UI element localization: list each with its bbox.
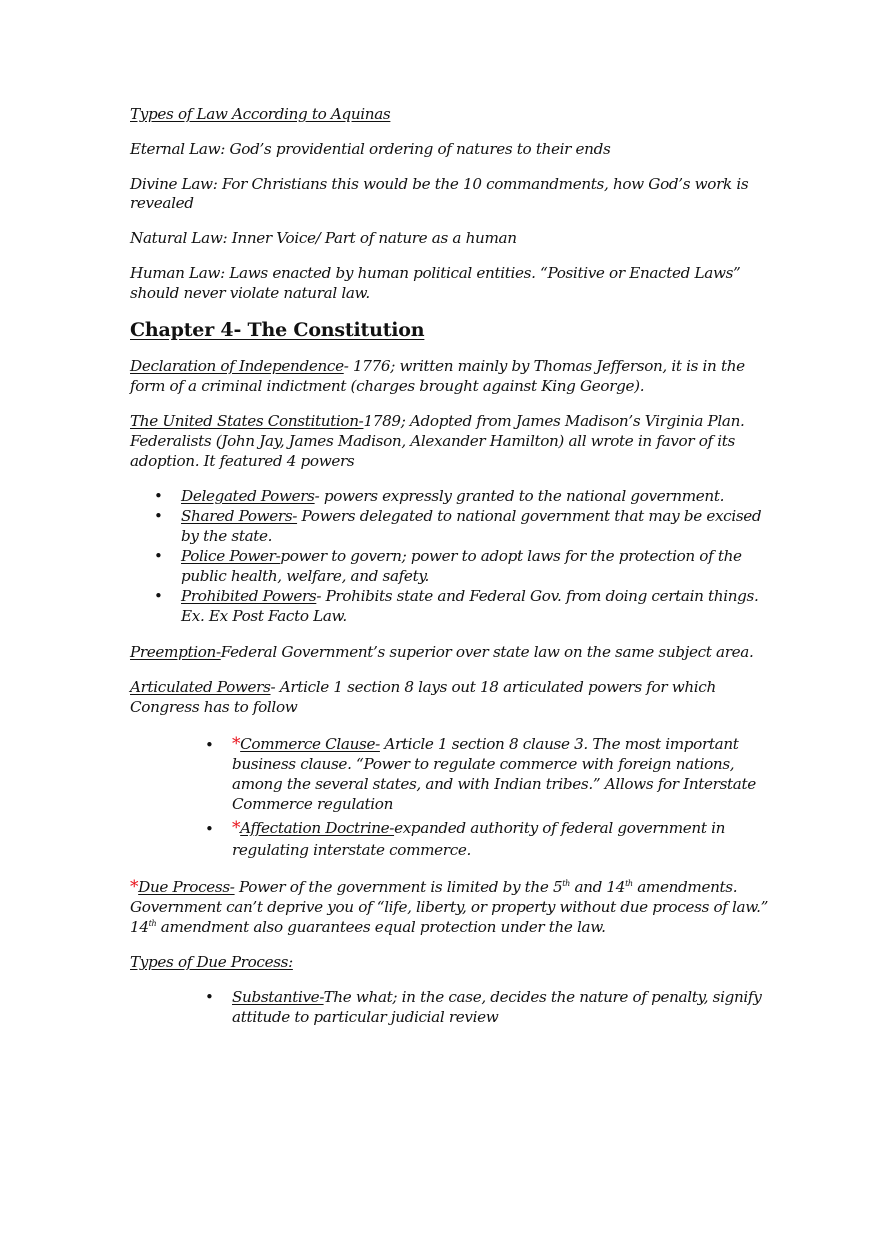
articulated-term: Articulated Powers bbox=[130, 678, 271, 696]
clause-commerce-line-2: business clause. “Power to regulate commerce with foreign nations, bbox=[232, 755, 735, 773]
constitution-term: The United States Constitution- bbox=[130, 412, 364, 430]
power-item-police-cont: public health, welfare, and safety. bbox=[181, 567, 430, 585]
due-process-type-substantive bbox=[232, 987, 761, 1007]
power-term: Police Power- bbox=[181, 547, 281, 565]
bullet-icon: • bbox=[205, 736, 214, 754]
bullet-icon: • bbox=[154, 487, 163, 505]
natural-law: Natural Law: Inner Voice/ Part of nature as a human bbox=[130, 229, 517, 247]
power-text: - Prohibits state and Federal Gov. from doing certain things. bbox=[316, 587, 759, 605]
constitution-line-3: adoption. It featured 4 powers bbox=[130, 452, 355, 470]
power-item-shared-cont: by the state. bbox=[181, 527, 273, 545]
due-process-term: Due Process- bbox=[138, 878, 235, 896]
due-process-line-1 bbox=[130, 877, 737, 897]
preemption-term: Preemption- bbox=[130, 643, 221, 661]
superscript: th bbox=[148, 918, 157, 928]
due-process-type-term: Substantive- bbox=[232, 988, 324, 1006]
asterisk-icon: * bbox=[130, 877, 139, 897]
clause-commerce bbox=[232, 734, 739, 754]
power-item-police bbox=[181, 546, 742, 566]
eternal-law: Eternal Law: God’s providential ordering of natures to their ends bbox=[130, 140, 611, 158]
human-law-line-2: should never violate natural law. bbox=[130, 284, 370, 302]
power-text: power to govern; power to adopt laws for the protection of the bbox=[280, 547, 742, 565]
bullet-icon: • bbox=[154, 587, 163, 605]
due-process-types-title: Types of Due Process: bbox=[130, 953, 293, 971]
constitution-text: 1789; Adopted from James Madison’s Virginia Plan. bbox=[363, 412, 745, 430]
asterisk-icon: * bbox=[232, 734, 241, 754]
declaration-line-2: form of a criminal indictment (charges brought against King George). bbox=[130, 377, 645, 395]
due-process-type-text: The what; in the case, decides the nature of penalty, signify bbox=[323, 988, 762, 1006]
chapter-heading: Chapter 4- The Constitution bbox=[130, 319, 425, 341]
preemption bbox=[130, 642, 753, 662]
power-item-prohibited-cont: Ex. Ex Post Facto Law. bbox=[181, 607, 347, 625]
declaration-text: - 1776; written mainly by Thomas Jefferson, it is in the bbox=[343, 357, 745, 375]
clause-text: expanded authority of federal government in bbox=[394, 819, 726, 837]
articulated-line-1 bbox=[130, 677, 716, 697]
due-process-line-2: Government can’t deprive you of “life, liberty, or property without due process of law.” bbox=[130, 898, 768, 916]
aquinas-title: Types of Law According to Aquinas bbox=[130, 105, 391, 123]
superscript: th bbox=[625, 878, 633, 888]
due-process-line-3 bbox=[130, 917, 606, 937]
divine-law-line-1: Divine Law: For Christians this would be the 10 commandments, how God’s work is bbox=[130, 175, 749, 193]
human-law-line-1: Human Law: Laws enacted by human political entities. “Positive or Enacted Laws” bbox=[130, 264, 741, 282]
due-process-text: 14 bbox=[130, 918, 149, 936]
power-term: Delegated Powers bbox=[181, 487, 315, 505]
bullet-icon: • bbox=[154, 547, 163, 565]
power-item-shared bbox=[181, 506, 761, 526]
power-term: Shared Powers- bbox=[181, 507, 298, 525]
power-item-prohibited bbox=[181, 586, 758, 606]
constitution-line-2: Federalists (John Jay, James Madison, Alexander Hamilton) all wrote in favor of its bbox=[130, 432, 735, 450]
articulated-text: - Article 1 section 8 lays out 18 articulated powers for which bbox=[270, 678, 716, 696]
clause-text: Article 1 section 8 clause 3. The most important bbox=[379, 735, 739, 753]
due-process-text: and 14 bbox=[569, 878, 626, 896]
power-term: Prohibited Powers bbox=[181, 587, 317, 605]
preemption-text: Federal Government’s superior over state law on the same subject area. bbox=[220, 643, 754, 661]
due-process-text: amendments. bbox=[632, 878, 738, 896]
divine-law-line-2: revealed bbox=[130, 194, 194, 212]
clause-commerce-line-3: among the several states, and with Indian tribes.” Allows for Interstate bbox=[232, 775, 756, 793]
bullet-icon: • bbox=[205, 820, 214, 838]
constitution-line-1 bbox=[130, 411, 745, 431]
asterisk-icon: * bbox=[232, 818, 241, 838]
bullet-icon: • bbox=[154, 507, 163, 525]
clause-term: Commerce Clause- bbox=[240, 735, 380, 753]
power-text: Powers delegated to national government that may be excised bbox=[297, 507, 762, 525]
articulated-line-2: Congress has to follow bbox=[130, 698, 298, 716]
due-process-text: Power of the government is limited by the 5 bbox=[234, 878, 563, 896]
declaration-line-1 bbox=[130, 356, 745, 376]
power-item-delegated bbox=[181, 486, 724, 506]
clause-term: Affectation Doctrine- bbox=[240, 819, 395, 837]
power-text: - powers expressly granted to the national government. bbox=[314, 487, 725, 505]
due-process-type-substantive-cont: attitude to particular judicial review bbox=[232, 1008, 499, 1026]
bullet-icon: • bbox=[205, 988, 214, 1006]
superscript: th bbox=[562, 878, 570, 888]
due-process-text: amendment also guarantees equal protection under the law. bbox=[156, 918, 606, 936]
clause-commerce-line-4: Commerce regulation bbox=[232, 795, 394, 813]
declaration-term: Declaration of Independence bbox=[130, 357, 344, 375]
clause-affectation bbox=[232, 818, 725, 838]
clause-affectation-line-2: regulating interstate commerce. bbox=[232, 841, 471, 859]
